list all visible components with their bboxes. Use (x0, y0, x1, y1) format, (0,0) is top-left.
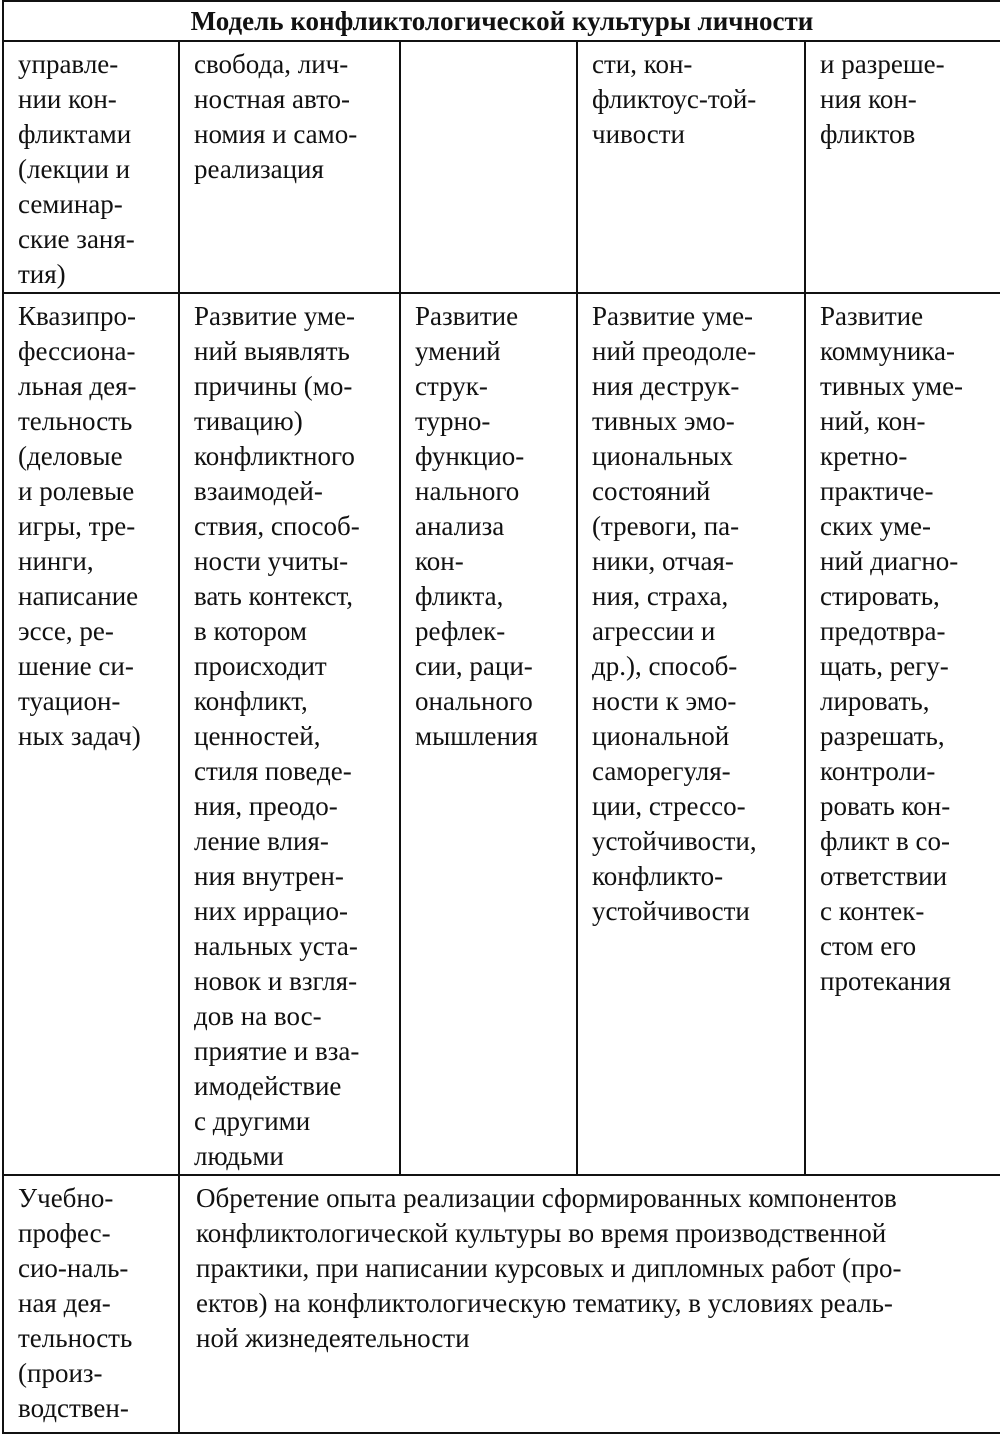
table-title: Модель конфликтологической культуры личности (3, 1, 1000, 41)
text-line: нии кон- (18, 84, 117, 114)
table-row (3, 41, 1000, 293)
text-line: ценностей, (194, 721, 321, 751)
text-line: фессиона- (18, 336, 136, 366)
text-line: профес- (18, 1218, 111, 1248)
text-line: сии, раци- (415, 651, 533, 681)
text-line: туацион- (18, 686, 121, 716)
text-line: ния, страха, (592, 581, 729, 611)
text-line: причины (мо- (194, 371, 353, 401)
table-cell (400, 293, 577, 1175)
text-line: разрешать, (820, 721, 945, 751)
text-line: ции, стрессо- (592, 791, 746, 821)
text-line: ний выявлять (194, 336, 350, 366)
table-row (3, 1175, 1000, 1433)
text-line: струк- (415, 371, 488, 401)
text-line: ники, отчая- (592, 546, 734, 576)
table-row (3, 293, 1000, 1175)
table-cell (400, 41, 577, 293)
text-line: с другими (194, 1106, 311, 1136)
text-line: Обретение опыта реализации сформированных компонентов (196, 1183, 897, 1213)
text-line: конфликтного (194, 441, 355, 471)
text-line: циональной (592, 721, 730, 751)
text-line: ной жизнедеятельности (196, 1323, 470, 1353)
text-line: протекания (820, 966, 951, 996)
text-line: ний, кон- (820, 406, 926, 436)
table-cell (3, 41, 179, 293)
text-line: семинар- (18, 189, 123, 219)
text-line: др.), способ- (592, 651, 738, 681)
text-line: саморегуля- (592, 756, 731, 786)
table-cell (805, 293, 1000, 1175)
text-line: устойчивости, (592, 826, 757, 856)
text-line: и разреше- (820, 49, 945, 79)
text-line: ские заня- (18, 224, 135, 254)
text-line: Развитие уме- (194, 301, 356, 331)
text-line: управле- (18, 49, 119, 79)
text-line: (тревоги, па- (592, 511, 740, 541)
text-line: практики, при написании курсовых и дипломных работ (про- (196, 1253, 902, 1283)
text-line: тельность (18, 1323, 133, 1353)
text-line: функцио- (415, 441, 525, 471)
text-line: онального (415, 686, 533, 716)
text-line: стом его (820, 931, 917, 961)
text-line: ектов) на конфликтологическую тематику, в условиях реаль- (196, 1288, 893, 1318)
text-line: стиля поведе- (194, 756, 352, 786)
text-line: нинги, (18, 546, 94, 576)
text-line: нальных уста- (194, 931, 358, 961)
text-line: ствия, способ- (194, 511, 360, 541)
table-cell (3, 1175, 179, 1433)
text-line: ских уме- (820, 511, 932, 541)
text-line: игры, тре- (18, 511, 136, 541)
text-line: свобода, лич- (194, 49, 349, 79)
text-line: Учебно- (18, 1183, 114, 1213)
text-line: номия и само- (194, 119, 358, 149)
text-line: (деловые (18, 441, 123, 471)
text-line: ния, преодо- (194, 791, 338, 821)
text-line: агрессии и (592, 616, 716, 646)
text-line: (лекции и (18, 154, 131, 184)
text-line: сти, кон- (592, 49, 693, 79)
text-line: Развитие (415, 301, 519, 331)
text-line: практиче- (820, 476, 934, 506)
text-line: конфликто- (592, 861, 724, 891)
text-line: фликтов (820, 119, 916, 149)
text-line: и ролевые (18, 476, 135, 506)
text-line: ности учиты- (194, 546, 349, 576)
text-line: взаимодей- (194, 476, 323, 506)
text-line: шение си- (18, 651, 134, 681)
text-line: чивости (592, 119, 685, 149)
text-line: умений (415, 336, 501, 366)
text-line: фликтоус-той- (592, 84, 757, 114)
text-line: написание (18, 581, 139, 611)
text-line: в котором (194, 616, 307, 646)
text-line: циональных (592, 441, 733, 471)
text-line: ностная авто- (194, 84, 351, 114)
text-line: ная дея- (18, 1288, 111, 1318)
text-line: тивных уме- (820, 371, 964, 401)
text-line: приятие и вза- (194, 1036, 360, 1066)
text-line: кон- (415, 546, 464, 576)
merged-cell (179, 1175, 1000, 1433)
text-line: стировать, (820, 581, 940, 611)
text-line: конфликтологической культуры во время производственной (196, 1218, 887, 1248)
conflictology-culture-table (2, 0, 1000, 1434)
text-line: фликтами (18, 119, 132, 149)
text-line: рефлек- (415, 616, 506, 646)
text-line: анализа (415, 511, 505, 541)
table-cell (179, 41, 400, 293)
text-line: людьми (194, 1141, 284, 1171)
text-line: ний преодоле- (592, 336, 757, 366)
text-line: ответствии (820, 861, 948, 891)
text-line: дов на вос- (194, 1001, 322, 1031)
text-line: тия) (18, 259, 66, 289)
text-line: ния внутрен- (194, 861, 344, 891)
text-line: турно- (415, 406, 491, 436)
text-line: фликт в со- (820, 826, 951, 856)
text-line: ление влия- (194, 826, 329, 856)
text-line: состояний (592, 476, 711, 506)
text-line: ности к эмо- (592, 686, 737, 716)
text-line: происходит (194, 651, 327, 681)
text-line: новок и взгля- (194, 966, 358, 996)
text-line: них иррацио- (194, 896, 348, 926)
text-line: льная дея- (18, 371, 137, 401)
text-line: ний диагно- (820, 546, 959, 576)
table-cell (805, 41, 1000, 293)
text-line: мышления (415, 721, 538, 751)
text-line: с контек- (820, 896, 925, 926)
text-line: водствен- (18, 1393, 129, 1423)
text-line: (произ- (18, 1358, 103, 1388)
text-line: лировать, (820, 686, 930, 716)
text-line: контроли- (820, 756, 936, 786)
text-line: предотвра- (820, 616, 946, 646)
text-line: сио-наль- (18, 1253, 129, 1283)
text-line: тивацию) (194, 406, 303, 436)
text-line: Развитие (820, 301, 924, 331)
text-line: Развитие уме- (592, 301, 754, 331)
text-line: ных задач) (18, 721, 141, 751)
table-cell (3, 293, 179, 1175)
text-line: Квазипро- (18, 301, 136, 331)
text-line: ния деструк- (592, 371, 740, 401)
text-line: щать, регу- (820, 651, 949, 681)
text-line: конфликт, (194, 686, 308, 716)
table-title-row (3, 1, 1000, 41)
table-cell (179, 293, 400, 1175)
table-cell (577, 41, 805, 293)
text-line: коммуника- (820, 336, 955, 366)
text-line: эссе, ре- (18, 616, 114, 646)
text-line: кретно- (820, 441, 908, 471)
table-cell (577, 293, 805, 1175)
text-line: устойчивости (592, 896, 750, 926)
text-line: тивных эмо- (592, 406, 735, 436)
text-line: вать контекст, (194, 581, 353, 611)
text-line: имодействие (194, 1071, 342, 1101)
text-line: ния кон- (820, 84, 917, 114)
text-line: реализация (194, 154, 324, 184)
text-line: нального (415, 476, 520, 506)
text-line: тельность (18, 406, 133, 436)
text-line: ровать кон- (820, 791, 951, 821)
text-line: фликта, (415, 581, 504, 611)
